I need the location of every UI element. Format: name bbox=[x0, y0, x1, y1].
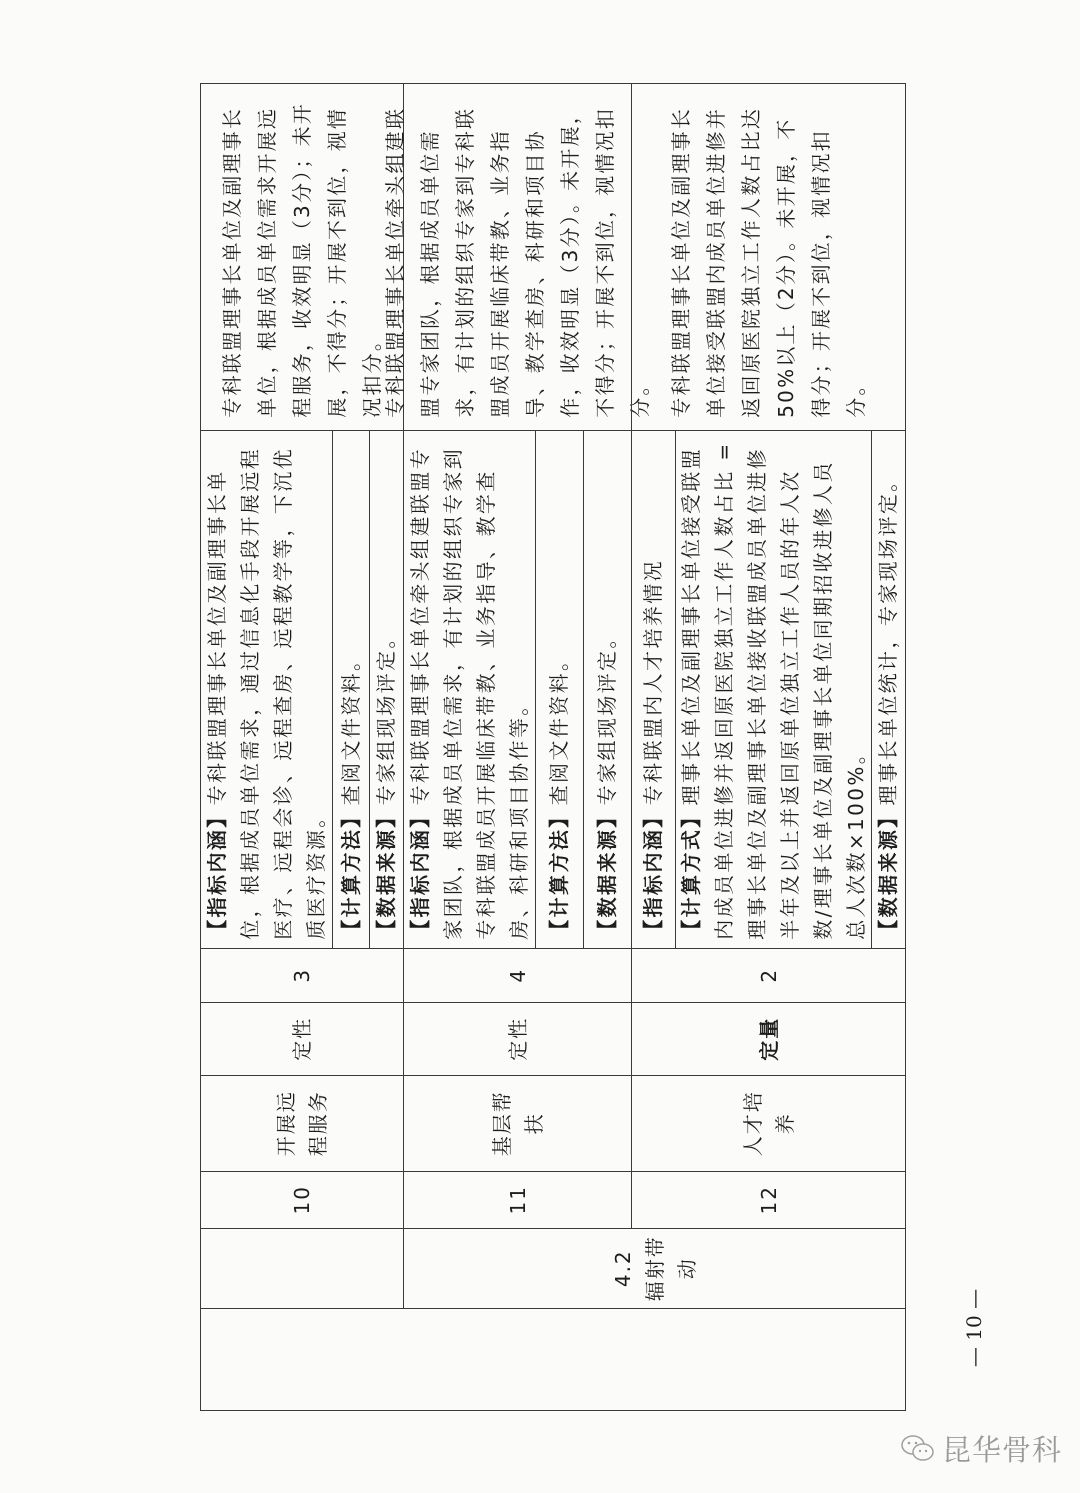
scoring-criteria: 专科联盟理事长单位及副理事长单位，根据成员单位需求开展远程服务，收效明显（3分）；未开展，不得分；开展不到位，视情况扣分。 bbox=[200, 83, 404, 431]
row-name: 基层帮扶 bbox=[403, 1075, 632, 1172]
row-type: 定性 bbox=[403, 1002, 632, 1076]
watermark bbox=[900, 1428, 1062, 1469]
calculation-method: 【计算方法】查阅文件资料。 bbox=[332, 430, 370, 949]
row-score: 3 bbox=[200, 948, 404, 1003]
row-number: 11 bbox=[403, 1171, 632, 1229]
row-score: 4 bbox=[403, 948, 632, 1003]
row-number: 12 bbox=[631, 1171, 906, 1229]
scoring-criteria: 专科联盟理事长单位牵头组建联盟专家团队，根据成员单位需求，有计划的组织专家到专科联盟成员开展临床带教、业务指导、教学查房、科研和项目协作，收效明显（3分）。未开展，不得分；开展不到位，视情况扣分。 bbox=[403, 83, 632, 431]
data-source: 【数据来源】理事长单位统计，专家现场评定。 bbox=[871, 430, 906, 949]
watermark-text: 昆华骨科 bbox=[942, 1433, 1063, 1467]
row-type: 定量 bbox=[631, 1002, 906, 1076]
first-level-cell bbox=[200, 1308, 906, 1411]
row-name: 人才培养 bbox=[631, 1075, 906, 1172]
calculation-method: 【计算方式】理事长单位及副理事长单位接受联盟内成员单位进修并返回原医院独立工作人数占比 =理事长单位及副理事长单位接收联盟成员单位进修半年及以上并返回原单位独立工作人员的年人次数/理事长单位及副理事长单位同期招收进修人员总人次数×100%。 bbox=[675, 430, 872, 949]
calculation-method: 【计算方法】查阅文件资料。 bbox=[535, 430, 584, 949]
category-cell-empty bbox=[200, 1228, 404, 1309]
wechat-icon bbox=[900, 1434, 936, 1464]
data-source: 【数据来源】专家组现场评定。 bbox=[583, 430, 632, 949]
page-number: — 10 — bbox=[962, 1288, 986, 1368]
row-score: 2 bbox=[631, 948, 906, 1003]
indicator-content: 【指标内涵】专科联盟理事长单位及副理事长单位，根据成员单位需求，通过信息化手段开展远程医疗、远程会诊、远程查房、远程教学等，下沉优质医疗资源。 bbox=[200, 430, 333, 949]
category-cell bbox=[403, 1228, 906, 1309]
data-source: 【数据来源】专家组现场评定。 bbox=[369, 430, 404, 949]
category-label: 4.2 辐射带动 bbox=[610, 1235, 699, 1302]
row-name: 开展远程服务 bbox=[200, 1075, 404, 1172]
indicator-content: 【指标内涵】专科联盟内人才培养情况 bbox=[631, 430, 676, 949]
indicator-content: 【指标内涵】专科联盟理事长单位牵头组建联盟专家团队，根据成员单位需求，有计划的组织专家到专科联盟成员开展临床带教、业务指导、教学查房、科研和项目协作等。 bbox=[403, 430, 536, 949]
row-type: 定性 bbox=[200, 1002, 404, 1076]
scoring-criteria: 专科联盟理事长单位及副理事长单位接受联盟内成员单位进修并返回原医院独立工作人数占比达 50%以上（2分）。未开展，不得分；开展不到位，视情况扣分。 bbox=[631, 83, 906, 431]
row-number: 10 bbox=[200, 1171, 404, 1229]
